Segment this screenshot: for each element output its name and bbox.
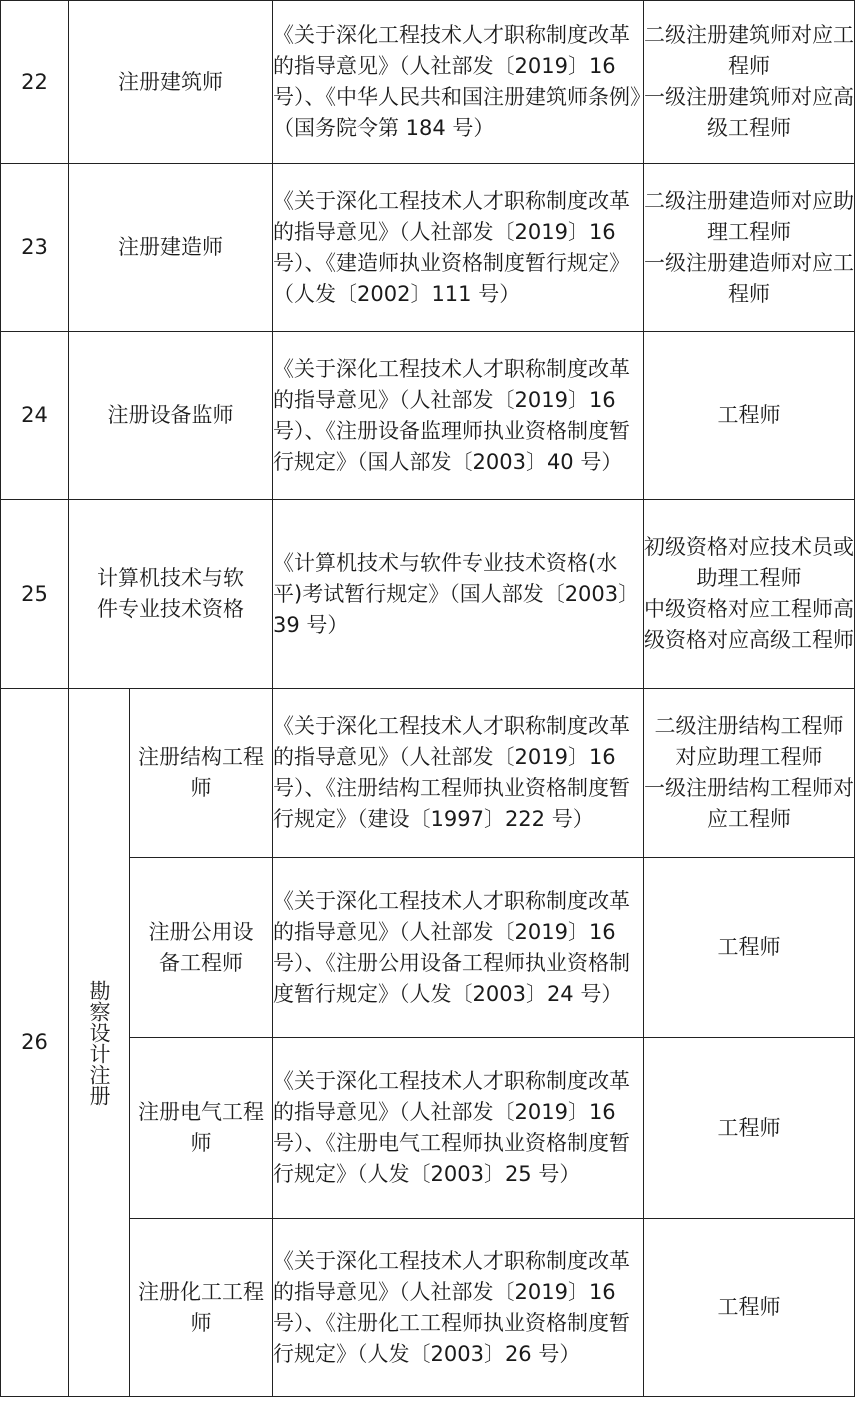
policy-basis: 《计算机技术与软件专业技术资格(水平)考试暂行规定》（国人部发〔2003〕39 号）	[273, 500, 644, 689]
policy-basis: 《关于深化工程技术人才职称制度改革的指导意见》（人社部发〔2019〕16 号）、《建造师执业资格制度暂行规定》（人发〔2002〕111 号）	[273, 164, 644, 332]
row-number: 22	[1, 1, 69, 164]
equivalent-title: 二级注册建造师对应助理工程师 一级注册建造师对应工程师	[644, 164, 855, 332]
equivalent-title: 工程师	[644, 1219, 855, 1397]
row-number: 23	[1, 164, 69, 332]
row-number: 25	[1, 500, 69, 689]
qualification-title: 注册设备监师	[69, 332, 273, 500]
qualification-title: 注册化工工程师	[130, 1219, 273, 1397]
table-row	[1, 164, 855, 332]
table-row	[1, 689, 855, 858]
policy-basis: 《关于深化工程技术人才职称制度改革的指导意见》（人社部发〔2019〕16 号）、《中华人民共和国注册建筑师条例》（国务院令第 184 号）	[273, 1, 644, 164]
qualification-title: 计算机技术与软件专业技术资格	[69, 500, 273, 689]
equivalent-title: 工程师	[644, 1038, 855, 1219]
table-row	[1, 500, 855, 689]
table-row	[1, 1038, 855, 1219]
table-row	[1, 858, 855, 1038]
equivalent-title: 初级资格对应技术员或助理工程师 中级资格对应工程师高级资格对应高级工程师	[644, 500, 855, 689]
qualification-title: 注册建筑师	[69, 1, 273, 164]
policy-basis: 《关于深化工程技术人才职称制度改革的指导意见》（人社部发〔2019〕16 号）、《注册化工工程师执业资格制度暂行规定》（人发〔2003〕26 号）	[273, 1219, 644, 1397]
qualification-title: 注册电气工程师	[130, 1038, 273, 1219]
equivalent-title: 工程师	[644, 858, 855, 1038]
policy-basis: 《关于深化工程技术人才职称制度改革的指导意见》（人社部发〔2019〕16 号）、《注册结构工程师执业资格制度暂行规定》（建设〔1997〕222 号）	[273, 689, 644, 858]
row-number: 24	[1, 332, 69, 500]
table-row	[1, 1219, 855, 1397]
policy-basis: 《关于深化工程技术人才职称制度改革的指导意见》（人社部发〔2019〕16 号）、《注册设备监理师执业资格制度暂行规定》（国人部发〔2003〕40 号）	[273, 332, 644, 500]
equivalent-title: 二级注册建筑师对应工程师 一级注册建筑师对应高级工程师	[644, 1, 855, 164]
table-row	[1, 332, 855, 500]
table-row	[1, 1, 855, 164]
category-label: 勘察设计注册	[69, 689, 130, 1397]
qualification-title: 注册公用设 备工程师	[130, 858, 273, 1038]
policy-basis: 《关于深化工程技术人才职称制度改革的指导意见》（人社部发〔2019〕16 号）、《注册电气工程师执业资格制度暂行规定》（人发〔2003〕25 号）	[273, 1038, 644, 1219]
row-number: 26	[1, 689, 69, 1397]
policy-basis: 《关于深化工程技术人才职称制度改革的指导意见》（人社部发〔2019〕16 号）、《注册公用设备工程师执业资格制度暂行规定》（人发〔2003〕24 号）	[273, 858, 644, 1038]
equivalent-title: 二级注册结构工程师 对应助理工程师 一级注册结构工程师对应工程师	[644, 689, 855, 858]
qualification-title: 注册建造师	[69, 164, 273, 332]
qualification-title: 注册结构工程师	[130, 689, 273, 858]
equivalent-title: 工程师	[644, 332, 855, 500]
